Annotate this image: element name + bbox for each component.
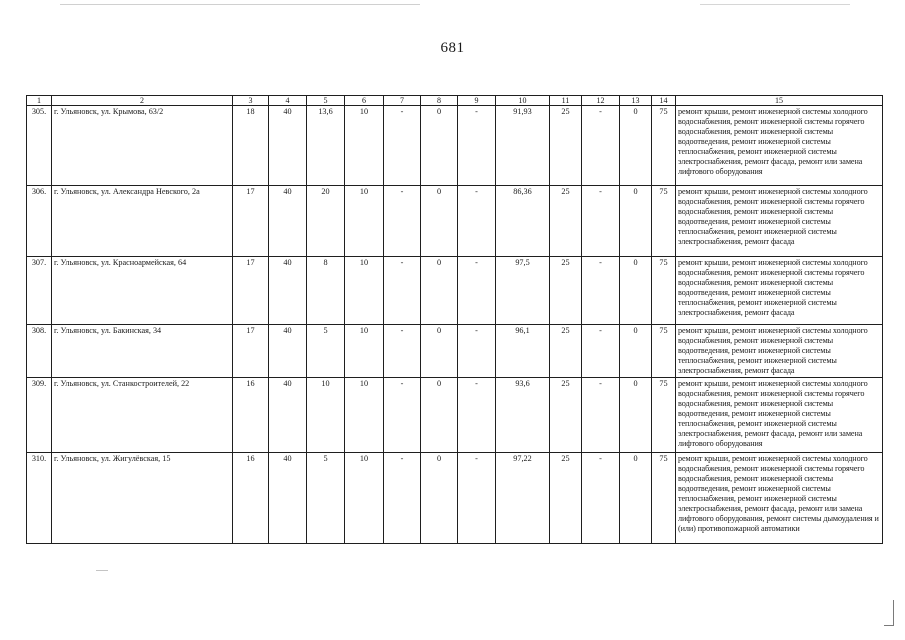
value-cell-c4: 40 [269,325,307,378]
value-cell-c5: 8 [307,257,345,325]
value-cell-c14: 75 [652,186,676,257]
column-number: 2 [52,96,233,106]
value-cell-c4: 40 [269,453,307,544]
value-cell-c14: 75 [652,378,676,453]
value-cell-c10: 97,22 [496,453,550,544]
column-number: 10 [496,96,550,106]
value-cell-c12: - [582,106,620,186]
works-cell: ремонт крыши, ремонт инженерной системы холодного водоснабжения, ремонт инженерной системы горячего водоснабжения, ремонт инженерной системы водоотведения, ремонт инженерной системы теплоснабжения, ремонт инженерной системы электроснабжения, ремонт фасада, ремонт или замена лифтового оборудования [676,378,883,453]
row-number: 305. [27,106,52,186]
value-cell-c4: 40 [269,106,307,186]
repair-register-table [26,95,883,544]
column-number: 7 [384,96,421,106]
column-number: 13 [620,96,652,106]
value-cell-c8: 0 [421,453,458,544]
value-cell-c7: - [384,106,421,186]
value-cell-c13: 0 [620,378,652,453]
scan-mark-corner [884,625,894,626]
works-cell: ремонт крыши, ремонт инженерной системы холодного водоснабжения, ремонт инженерной системы горячего водоснабжения, ремонт инженерной системы водоотведения, ремонт инженерной системы теплоснабжения, ремонт инженерной системы электроснабжения, ремонт фасада [676,186,883,257]
value-cell-c3: 18 [233,106,269,186]
value-cell-c8: 0 [421,186,458,257]
value-cell-c6: 10 [345,257,384,325]
value-cell-c5: 10 [307,378,345,453]
value-cell-c7: - [384,257,421,325]
column-number: 1 [27,96,52,106]
value-cell-c3: 17 [233,325,269,378]
value-cell-c13: 0 [620,325,652,378]
row-number: 307. [27,257,52,325]
value-cell-c5: 13,6 [307,106,345,186]
column-number: 15 [676,96,883,106]
value-cell-c14: 75 [652,106,676,186]
address-cell: г. Ульяновск, ул. Красноармейская, 64 [52,257,233,325]
address-cell: г. Ульяновск, ул. Бакинская, 34 [52,325,233,378]
value-cell-c11: 25 [550,186,582,257]
column-number: 4 [269,96,307,106]
value-cell-c12: - [582,186,620,257]
value-cell-c12: - [582,325,620,378]
value-cell-c9: - [458,257,496,325]
value-cell-c8: 0 [421,378,458,453]
row-number: 310. [27,453,52,544]
table-row [27,453,883,544]
scan-mark-top [60,4,420,5]
value-cell-c9: - [458,106,496,186]
value-cell-c10: 91,93 [496,106,550,186]
value-cell-c9: - [458,186,496,257]
value-cell-c3: 16 [233,453,269,544]
column-number: 9 [458,96,496,106]
value-cell-c10: 86,36 [496,186,550,257]
scan-mark-bottom [96,570,108,571]
value-cell-c7: - [384,186,421,257]
address-cell: г. Ульяновск, ул. Жигулёвская, 15 [52,453,233,544]
value-cell-c5: 5 [307,325,345,378]
value-cell-c13: 0 [620,257,652,325]
value-cell-c4: 40 [269,378,307,453]
works-cell: ремонт крыши, ремонт инженерной системы холодного водоснабжения, ремонт инженерной системы горячего водоснабжения, ремонт инженерной системы водоотведения, ремонт инженерной системы теплоснабжения, ремонт инженерной системы электроснабжения, ремонт фасада, ремонт или замена лифтового оборудования, ремонт системы дымоудаления и (или) противопожарной автоматики [676,453,883,544]
value-cell-c9: - [458,453,496,544]
value-cell-c12: - [582,257,620,325]
value-cell-c12: - [582,453,620,544]
row-number: 306. [27,186,52,257]
address-cell: г. Ульяновск, ул. Крымова, 63/2 [52,106,233,186]
value-cell-c14: 75 [652,453,676,544]
column-number: 14 [652,96,676,106]
value-cell-c13: 0 [620,453,652,544]
value-cell-c11: 25 [550,106,582,186]
value-cell-c8: 0 [421,106,458,186]
value-cell-c11: 25 [550,325,582,378]
table-row [27,257,883,325]
value-cell-c14: 75 [652,257,676,325]
value-cell-c6: 10 [345,325,384,378]
row-number: 308. [27,325,52,378]
value-cell-c8: 0 [421,325,458,378]
column-number: 8 [421,96,458,106]
value-cell-c6: 10 [345,453,384,544]
column-number-row [27,96,883,106]
value-cell-c4: 40 [269,186,307,257]
address-cell: г. Ульяновск, ул. Александра Невского, 2а [52,186,233,257]
value-cell-c13: 0 [620,106,652,186]
row-number: 309. [27,378,52,453]
value-cell-c7: - [384,325,421,378]
value-cell-c8: 0 [421,257,458,325]
value-cell-c7: - [384,453,421,544]
works-cell: ремонт крыши, ремонт инженерной системы холодного водоснабжения, ремонт инженерной системы горячего водоснабжения, ремонт инженерной системы водоотведения, ремонт инженерной системы теплоснабжения, ремонт инженерной системы электроснабжения, ремонт фасада, ремонт или замена лифтового оборудования [676,106,883,186]
table-row [27,186,883,257]
value-cell-c4: 40 [269,257,307,325]
value-cell-c14: 75 [652,325,676,378]
value-cell-c6: 10 [345,378,384,453]
value-cell-c3: 16 [233,378,269,453]
value-cell-c5: 5 [307,453,345,544]
works-cell: ремонт крыши, ремонт инженерной системы холодного водоснабжения, ремонт инженерной системы горячего водоснабжения, ремонт инженерной системы водоотведения, ремонт инженерной системы теплоснабжения, ремонт инженерной системы электроснабжения, ремонт фасада [676,257,883,325]
value-cell-c10: 97,5 [496,257,550,325]
value-cell-c9: - [458,325,496,378]
value-cell-c11: 25 [550,378,582,453]
column-number: 11 [550,96,582,106]
value-cell-c3: 17 [233,186,269,257]
value-cell-c3: 17 [233,257,269,325]
scan-mark-top-right [700,4,850,5]
value-cell-c6: 10 [345,106,384,186]
value-cell-c9: - [458,378,496,453]
value-cell-c10: 96,1 [496,325,550,378]
value-cell-c5: 20 [307,186,345,257]
value-cell-c7: - [384,378,421,453]
value-cell-c10: 93,6 [496,378,550,453]
table-row [27,378,883,453]
value-cell-c11: 25 [550,257,582,325]
value-cell-c13: 0 [620,186,652,257]
column-number: 3 [233,96,269,106]
value-cell-c11: 25 [550,453,582,544]
page-number: 681 [440,40,465,56]
table-row [27,106,883,186]
scan-mark-right [893,600,894,626]
value-cell-c12: - [582,378,620,453]
works-cell: ремонт крыши, ремонт инженерной системы холодного водоснабжения, ремонт инженерной системы водоотведения, ремонт инженерной системы теплоснабжения, ремонт инженерной системы электроснабжения, ремонт фасада [676,325,883,378]
address-cell: г. Ульяновск, ул. Станкостроителей, 22 [52,378,233,453]
column-number: 6 [345,96,384,106]
column-number: 12 [582,96,620,106]
value-cell-c6: 10 [345,186,384,257]
table-row [27,325,883,378]
column-number: 5 [307,96,345,106]
